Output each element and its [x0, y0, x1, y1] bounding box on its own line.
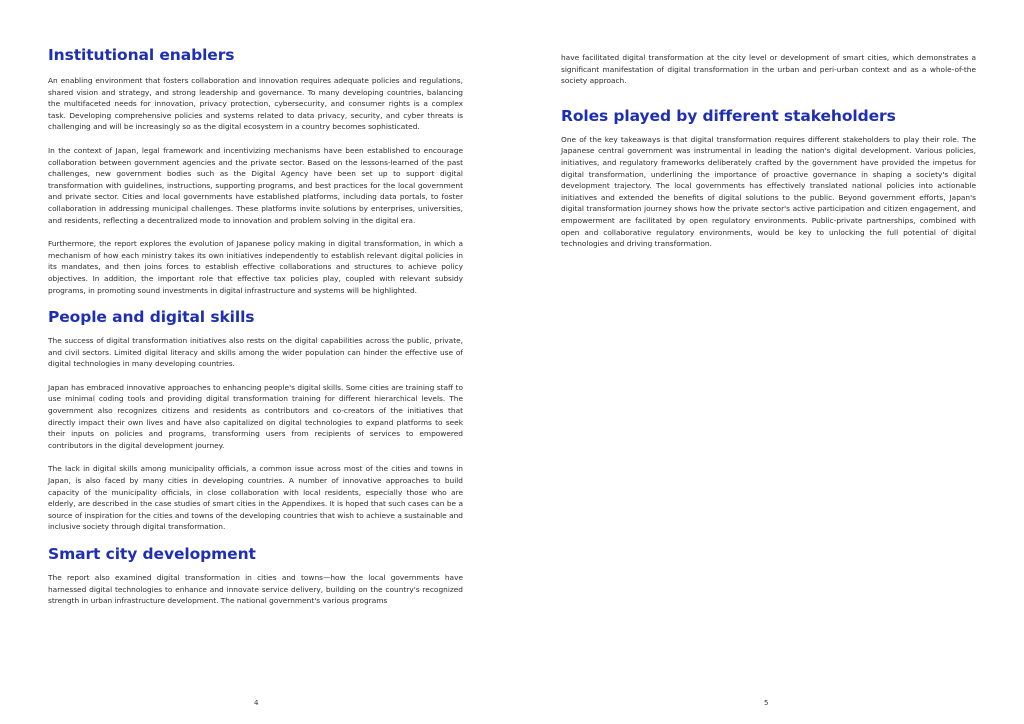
- continuation-paragraph: have facilitated digital transformation at the city level or development of smart cities, which demonstrates a significant manifestation of digital transformation in the urban and peri-urban context and as a whole-of-the society approach.: [561, 53, 976, 86]
- paragraph: Japan has embraced innovative approaches to enhancing people's digital skills. Some cities are training staff to use minimal coding tools and providing digital transformation training for different hierarchical levels. The government also recognizes citizens and residents as contributors and co-creators of the initiatives that directly impact their own lives and have also capitalized on digital technologies to expand platforms to seek their inputs on policies and programs, transforming users from recipients of services to empowered contributors in the digital development journey.: [48, 382, 463, 450]
- page-number: 4: [254, 699, 259, 707]
- paragraph: The lack in digital skills among municipality officials, a common issue across most of the cities and towns in Japan, is also faced by many cities in developing countries. A number of innovative approaches to build capacity of the municipality officials, in close collaboration with local residents, especially those who are elderly, are described in the case studies of smart cities in the Appendixes. It is hoped that such cases can be a source of inspiration for the cities and towns of the developing countries that wish to achieve a sustainable and inclusive society through digital transformation.: [48, 464, 463, 532]
- page-number: 5: [764, 699, 769, 707]
- paragraph: The success of digital transformation initiatives also rests on the digital capabilities across the public, private, and civil sectors. Limited digital literacy and skills among the wider population can hinder the effective use of digital technologies in many developing countries.: [48, 336, 463, 369]
- paragraph: The report also examined digital transformation in cities and towns—how the local governments have harnessed digital technologies to enhance and innovate service delivery, building on the country's recognized strength in urban infrastructure development. The national government's various programs: [48, 573, 463, 606]
- heading-institutional-enablers: Institutional enablers: [48, 46, 235, 64]
- heading-smart-city-development: Smart city development: [48, 545, 256, 563]
- left-column: [48, 44, 463, 607]
- heading-roles-played-by-different-stakeholders: Roles played by different stakeholders: [561, 106, 896, 125]
- paragraph: Furthermore, the report explores the evolution of Japanese policy making in digital transformation, in which a mechanism of how each ministry takes its own initiatives independently to establish relevant digital policies in its mandates, and then joins forces to establish effective collaborations and structures to achieve policy objectives. In addition, the important role that effective tax policies play, coupled with relevant subsidy programs, in promoting sound investments in digital infrastructure and systems will be highlighted.: [48, 239, 463, 295]
- paragraph: An enabling environment that fosters collaboration and innovation requires adequate policies and regulations, shared vision and strategy, and strong leadership and governance. To many developing countries, balancing the multifaceted needs for innovation, privacy protection, cybersecurity, and consumer rights is a complex task. Developing comprehensive policies and systems related to data privacy, security, and cyber threats is challenging and will be increasingly so as the digital ecosystem in a country becomes sophisticated.: [48, 76, 463, 132]
- right-column: [561, 52, 976, 250]
- paragraph: In the context of Japan, legal framework and incentivizing mechanisms have been established to encourage collaboration between government agencies and the private sector. Based on the lessons-learned of the past challenges, new government bodies such as the Digital Agency have been set up to support digital transformation with guidelines, instructions, supporting programs, and best practices for the local government and private sector. Cities and local governments have established platforms, including data portals, to foster collaboration in addressing municipal challenges. These platforms invite solutions by enterprises, universities, and residents, reflecting a decentralized mode to innovation and problem solving in the digital era.: [48, 145, 463, 225]
- heading-people-and-digital-skills: People and digital skills: [48, 308, 255, 327]
- right-page: [512, 0, 1024, 724]
- paragraph: One of the key takeaways is that digital transformation requires different stakeholders to play their role. The Japanese central government was instrumental in leading the nation's digital development. Various policies, initiatives, and regulatory frameworks deliberately crafted by the government have provided the impetus for digital transformation, underlining the importance of proactive governance in shaping a society's digital development trajectory. The local governments has effectively translated national policies into actionable initiatives and extended the benefits of digital solutions to the public. Beyond government efforts, Japan's digital transformation journey shows how the private sector's active participation and citizen engagement, and empowerment are facilitated by open regulatory environments. Public-private partnerships, combined with open and collaborative regulatory environments, would be key to unlocking the full potential of digital technologies and driving transformation.: [561, 134, 976, 249]
